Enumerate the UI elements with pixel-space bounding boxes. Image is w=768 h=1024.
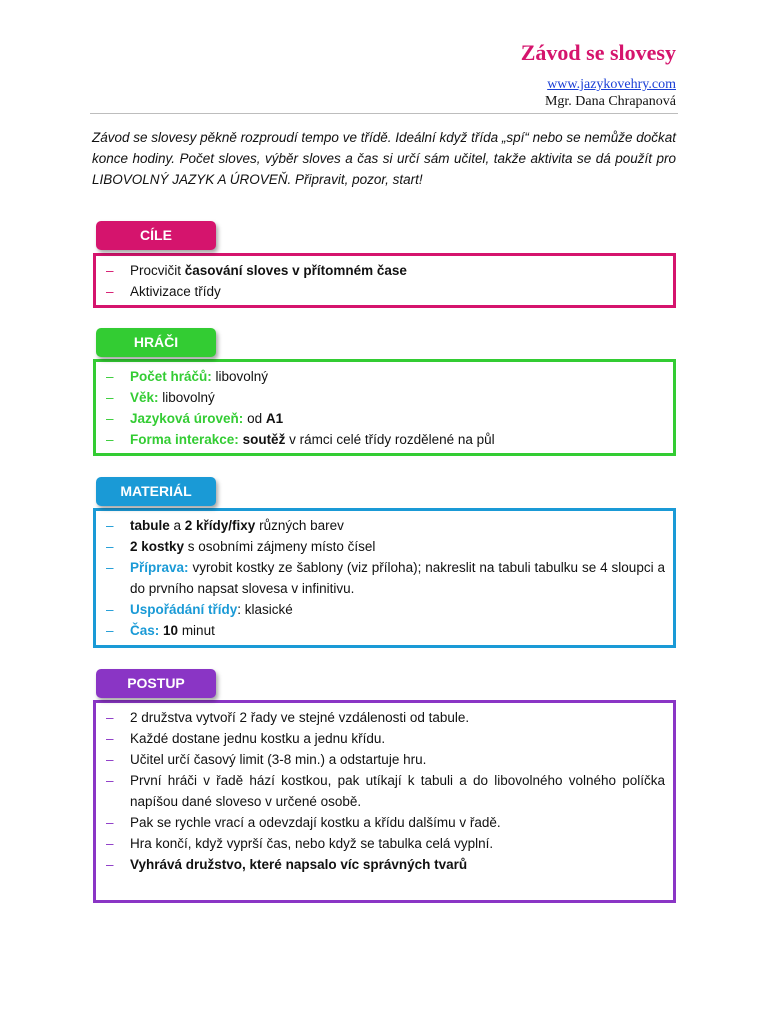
item-text: Aktivizace třídy (130, 284, 221, 299)
item-label: Forma interakce: (130, 432, 239, 447)
item-text: První hráči v řadě hází kostkou, pak utíkají k tabuli a do libovolného volného políčka napíšou dané sloveso v určené osobě. (130, 773, 665, 809)
list-item (104, 429, 665, 450)
dash-bullet: – (106, 731, 114, 746)
cile-tab: CÍLE (96, 221, 216, 250)
item-bold-text: A1 (265, 411, 284, 426)
item-bold-text: Vyhrává družstvo, které napsalo víc správných tvarů (130, 857, 468, 872)
dash-bullet: – (106, 263, 114, 278)
item-text: různých barev (255, 518, 344, 533)
list-item (104, 620, 665, 641)
list-item (104, 749, 665, 770)
item-text: s osobními zájmeny místo čísel (184, 539, 376, 554)
item-bold-text: 2 kostky (130, 539, 185, 554)
dash-bullet: – (106, 773, 114, 788)
list-item (104, 387, 665, 408)
dash-bullet: – (106, 390, 114, 405)
item-text: Každé dostane jednu kostku a jednu křídu. (130, 731, 386, 746)
header-divider (90, 113, 678, 114)
item-label: Čas: (130, 623, 160, 638)
postup-tab: POSTUP (96, 669, 216, 698)
item-bold-text: 10 (163, 623, 179, 638)
dash-bullet: – (106, 836, 114, 851)
item-text: Procvičit (130, 263, 185, 278)
hraci-box (93, 359, 676, 456)
item-text: 2 družstva vytvoří 2 řady ve stejné vzdálenosti od tabule. (130, 710, 470, 725)
item-label: Jazyková úroveň: (130, 411, 244, 426)
item-text: a (169, 518, 185, 533)
list-item (104, 707, 665, 728)
dash-bullet: – (106, 857, 114, 872)
item-text: : klasické (237, 602, 293, 617)
item-text: od (243, 411, 266, 426)
material-box (93, 508, 676, 648)
postup-box (93, 700, 676, 903)
item-text: Hra končí, když vyprší čas, nebo když se tabulka celá vyplní. (130, 836, 494, 851)
author-name: Mgr. Dana Chrapanová (544, 94, 676, 109)
dash-bullet: – (106, 710, 114, 725)
intro-paragraph: Závod se slovesy pěkně rozproudí tempo ve třídě. Ideální když třída „spí“ nebo se nemůže dočkat konce hodiny. Počet sloves, výběr sloves a čas si určí sám učitel, takže aktivita se dá použít pro LIBOVOLNÝ JAZYK A ÚROVEŇ. Připravit, pozor, start! (92, 130, 676, 187)
hraci-tab: HRÁČI (96, 328, 216, 357)
item-bold-text: tabule (130, 518, 170, 533)
item-bold-text: soutěž (242, 432, 286, 447)
list-item (104, 833, 665, 854)
list-item (104, 599, 665, 620)
list-item (104, 536, 665, 557)
dash-bullet: – (106, 432, 114, 447)
list-item (104, 854, 665, 875)
list-item (104, 260, 665, 281)
dash-bullet: – (106, 539, 114, 554)
website-link[interactable]: www.jazykovehry.com (547, 77, 676, 92)
item-text: v rámci celé třídy rozdělené na půl (285, 432, 495, 447)
dash-bullet: – (106, 284, 114, 299)
list-item (104, 557, 665, 599)
dash-bullet: – (106, 623, 114, 638)
dash-bullet: – (106, 560, 114, 575)
list-item (104, 728, 665, 749)
material-tab: MATERIÁL (96, 477, 216, 506)
list-item (104, 408, 665, 429)
dash-bullet: – (106, 369, 114, 384)
document-title: Závod se slovesy (520, 40, 676, 65)
item-text: vyrobit kostky ze šablony (viz příloha); nakreslit na tabuli tabulku se 4 sloupci a do prvního napsat slovesa v infinitivu. (130, 560, 665, 596)
item-label: Věk: (130, 390, 159, 405)
cile-box (93, 253, 676, 308)
item-text: Pak se rychle vrací a odevzdají kostku a křídu dalšímu v řadě. (130, 815, 501, 830)
item-label: Počet hráčů: (130, 369, 212, 384)
item-bold-text: časování sloves v přítomném čase (184, 263, 407, 278)
list-item (104, 281, 665, 302)
dash-bullet: – (106, 518, 114, 533)
item-label: Příprava: (130, 560, 189, 575)
item-label: Uspořádání třídy (130, 602, 238, 617)
dash-bullet: – (106, 815, 114, 830)
item-text: Učitel určí časový limit (3-8 min.) a odstartuje hru. (130, 752, 427, 767)
item-text: libovolný (211, 369, 269, 384)
dash-bullet: – (106, 602, 114, 617)
dash-bullet: – (106, 411, 114, 426)
list-item (104, 515, 665, 536)
list-item (104, 770, 665, 812)
list-item (104, 366, 665, 387)
item-text: libovolný (158, 390, 215, 405)
list-item (104, 812, 665, 833)
item-text: minut (178, 623, 215, 638)
dash-bullet: – (106, 752, 114, 767)
item-bold-text: 2 křídy/fixy (184, 518, 256, 533)
